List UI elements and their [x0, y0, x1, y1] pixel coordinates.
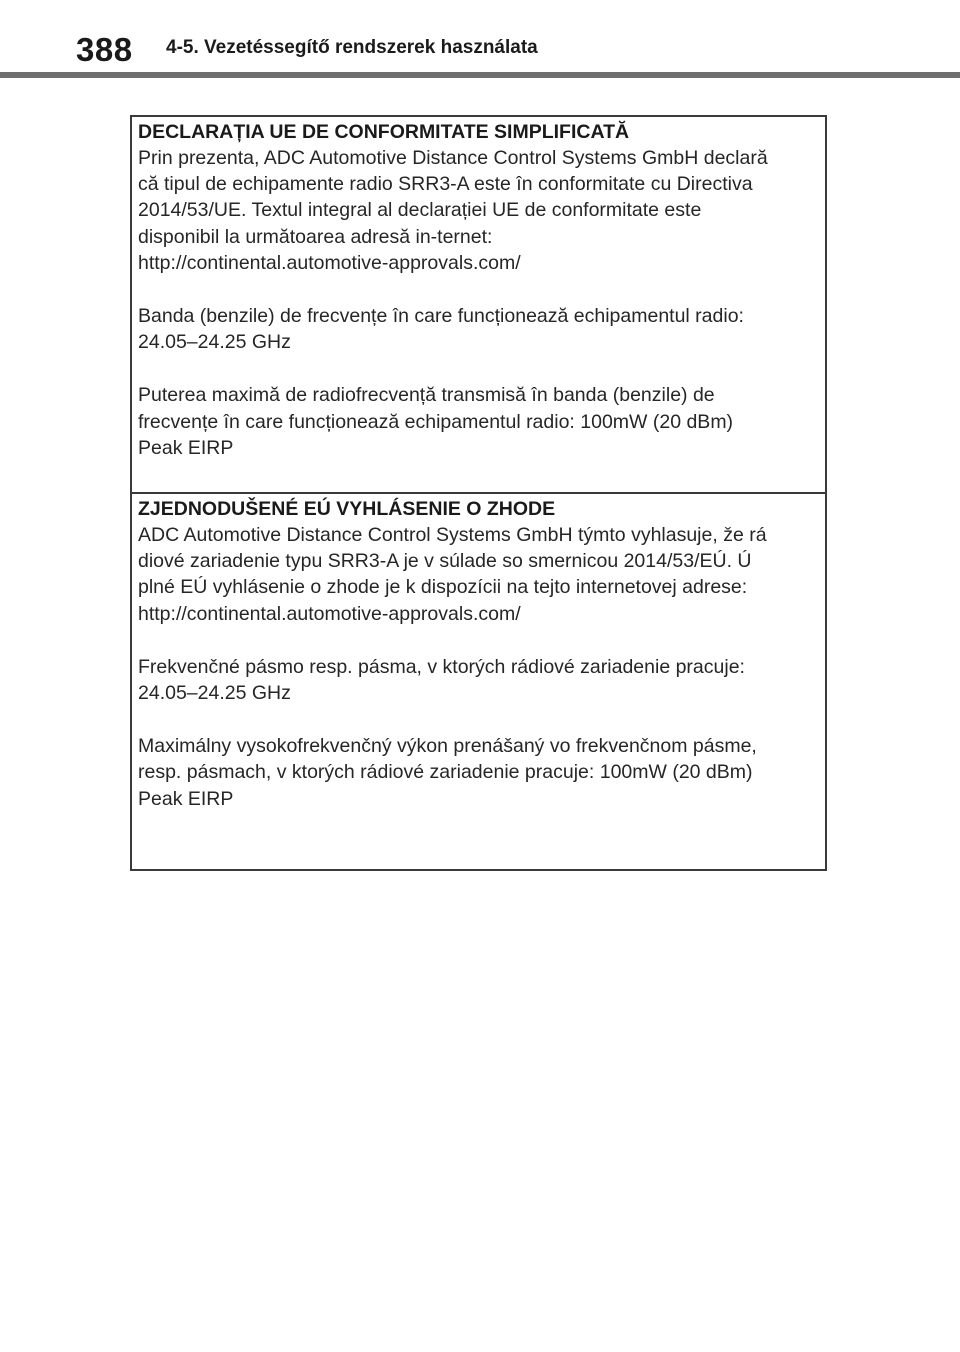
declaration-ro-line: Peak EIRP: [138, 436, 234, 459]
declaration-ro-line: 2014/53/UE. Textul integral al declarației UE de conformitate este: [138, 199, 702, 222]
section-title: 4-5. Vezetéssegítő rendszerek használata: [166, 37, 538, 58]
paragraph-gap: [138, 276, 821, 303]
declaration-sk-line: Frekvenčné pásmo resp. pásma, v ktorých rádiové zariadenie pracuje:: [138, 655, 745, 678]
declaration-ro-heading: DECLARAȚIA UE DE CONFORMITATE SIMPLIFICATĂ: [138, 121, 630, 143]
declaration-sk-line: ADC Automotive Distance Control Systems GmbH týmto vyhlasuje, že rá: [138, 524, 767, 546]
paragraph-gap: [138, 627, 821, 654]
header-rule: [0, 72, 960, 78]
declaration-sk-heading: ZJEDNODUŠENÉ EÚ VYHLÁSENIE O ZHODE: [138, 498, 556, 520]
declaration-ro-line: frecvențe în care funcționează echipamentul radio: 100mW (20 dBm): [138, 410, 734, 433]
declaration-ro-line: disponibil la următoarea adresă in-ternet:: [138, 225, 493, 248]
declaration-ro-line: 24.05–24.25 GHz: [138, 331, 291, 354]
declaration-sk-line: resp. pásmach, v ktorých rádiové zariadenie pracuje: 100mW (20 dBm): [138, 761, 753, 784]
declaration-ro-url: http://continental.automotive-approvals.com/: [138, 251, 521, 274]
page-number: 388: [76, 31, 133, 68]
declaration-sk-line: Peak EIRP: [138, 787, 234, 810]
declaration-ro-line: Puterea maximă de radiofrecvență transmisă în banda (benzile) de: [138, 384, 715, 407]
declaration-sk-line: plné EÚ vyhlásenie o zhode je k dispozícii na tejto internetovej adrese:: [138, 576, 748, 599]
declaration-sk-line: Maximálny vysokofrekvenčný výkon prenášaný vo frekvenčnom pásme,: [138, 735, 757, 758]
paragraph-gap: [138, 706, 821, 733]
declaration-ro-line: Prin prezenta, ADC Automotive Distance Control Systems GmbH declară: [138, 147, 768, 169]
declaration-box: [130, 115, 827, 871]
declaration-sk-url: http://continental.automotive-approvals.com/: [138, 602, 521, 625]
declaration-sk: [132, 494, 825, 871]
declaration-ro-line: că tipul de echipamente radio SRR3-A este în conformitate cu Directiva: [138, 173, 753, 196]
declaration-sk-line: diové zariadenie typu SRR3-A je v súlade so smernicou 2014/53/EÚ. Ú: [138, 550, 752, 573]
declaration-sk-line: 24.05–24.25 GHz: [138, 682, 291, 705]
declaration-ro: [132, 117, 825, 493]
paragraph-gap: [138, 355, 821, 382]
page-header: [0, 0, 960, 78]
declaration-ro-line: Banda (benzile) de frecvențe în care funcționează echipamentul radio:: [138, 305, 744, 328]
